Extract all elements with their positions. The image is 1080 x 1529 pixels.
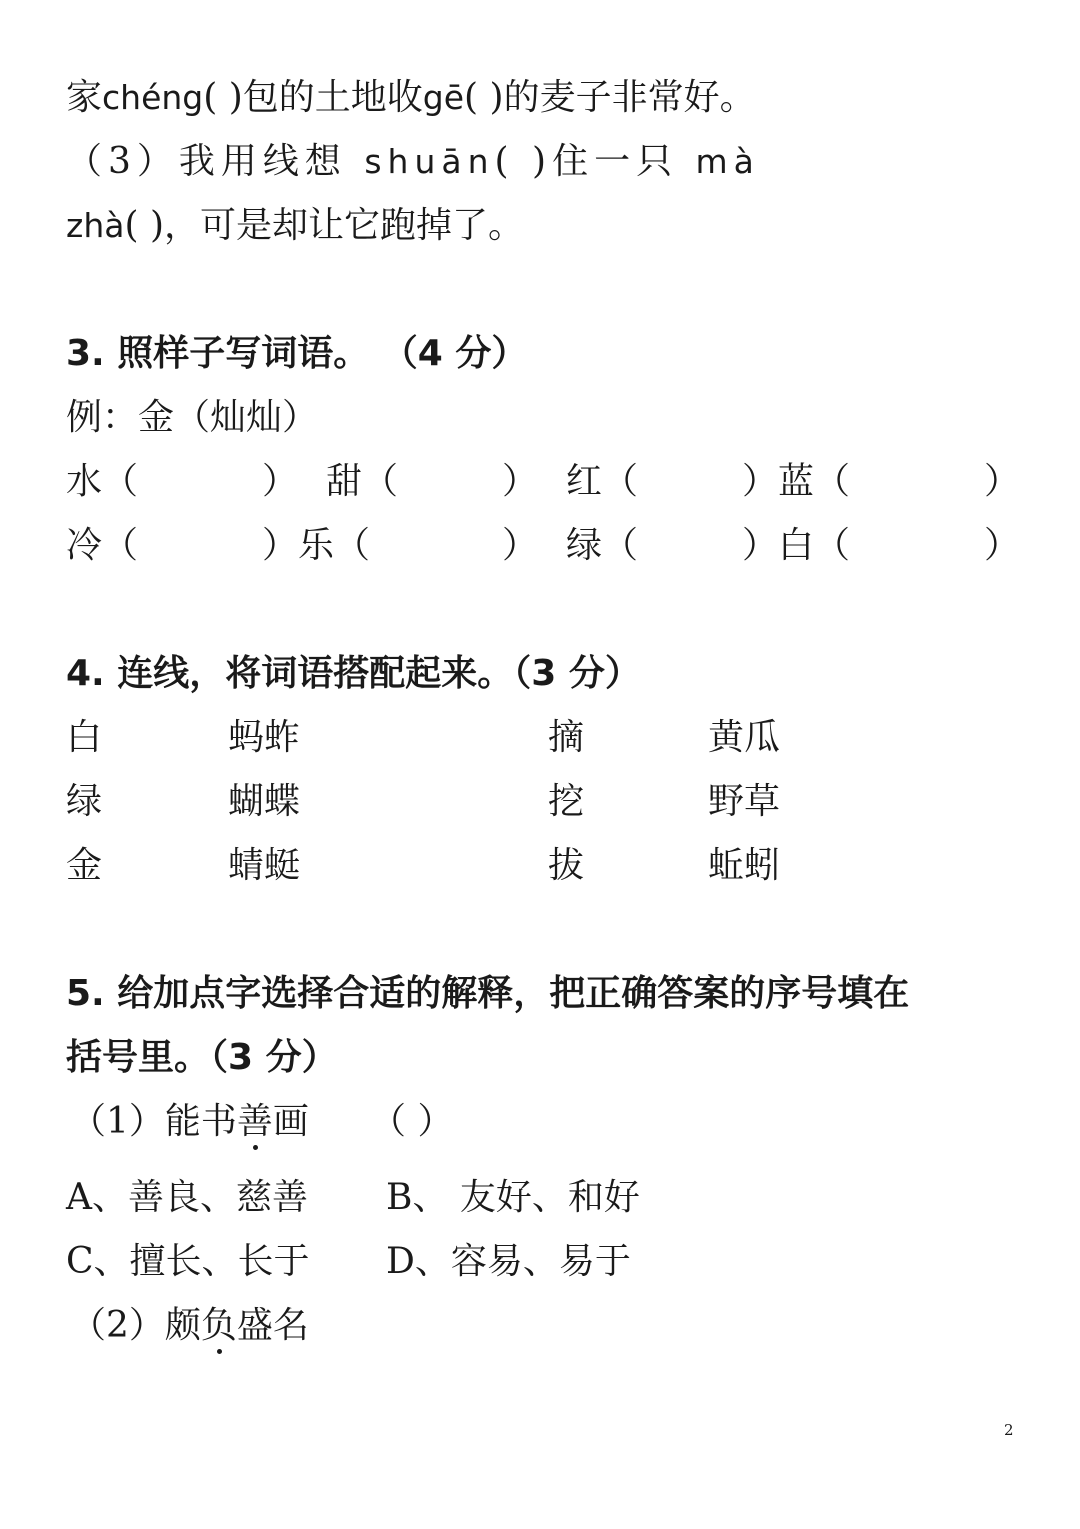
q2-line-2-text-b: ( )住一只 <box>494 141 696 182</box>
q2-line-3 <box>66 205 525 246</box>
q4-col4-item: 野草 <box>708 781 781 822</box>
q2-line-1-text-b: ( )包的土地收 <box>203 77 423 118</box>
q5-option-b: B、 友好、和好 <box>386 1177 640 1218</box>
q4-col2-item: 蝴蝶 <box>228 781 301 822</box>
q2-pinyin-ge: gē <box>422 78 465 117</box>
q4-col1-item: 绿 <box>66 781 103 822</box>
q2-line-3-text-b: ( )，可是却让它跑掉了。 <box>124 205 525 246</box>
q5-sub1-suffix: 画 <box>272 1101 309 1142</box>
q2-pinyin-cheng: chéng <box>102 78 204 117</box>
q5-title-line-1: 5. 给加点字选择合适的解释，把正确答案的序号填在 <box>66 973 910 1014</box>
q5-title-line-2: 括号里。（3 分） <box>66 1037 338 1078</box>
q3-row2-cell: ）乐（ <box>262 525 371 566</box>
q3-row1-cell: 水（ <box>66 461 139 502</box>
q5-sub2 <box>70 1305 309 1346</box>
q4-col3-item: 挖 <box>548 781 585 822</box>
q4-col2-item: 蚂蚱 <box>228 717 301 758</box>
q3-title: 3. 照样子写词语。 （4 分） <box>66 333 528 374</box>
q4-col1-item: 白 <box>66 717 103 758</box>
q2-line-2 <box>66 141 760 182</box>
q3-row2-cell: 冷（ <box>66 525 139 566</box>
q3-row1-cell: ） <box>984 461 1021 502</box>
q2-pinyin-ma: mà <box>695 142 760 181</box>
q3-row1-cell: ）蓝（ <box>742 461 851 502</box>
page-number: 2 <box>1004 1421 1014 1439</box>
q4-col3-item: 拔 <box>548 845 585 886</box>
q5-sub2-prefix: （2）颇 <box>70 1305 201 1346</box>
q3-row2-cell: ）白（ <box>742 525 851 566</box>
q2-pinyin-shuan: shuān <box>364 142 495 181</box>
q5-sub1-answer-blank[interactable]: （ ） <box>370 1101 454 1142</box>
q3-row1-cell: 红（ <box>566 461 639 502</box>
q3-row1-cell: ） <box>262 461 299 502</box>
q5-option-a: A、善良、慈善 <box>66 1177 308 1218</box>
q5-option-d: D、容易、易于 <box>386 1241 631 1282</box>
q2-line-1-text-a: 家 <box>66 77 103 118</box>
q5-sub2-dotted-char: 负 <box>200 1305 237 1346</box>
q4-col2-item: 蜻蜓 <box>228 845 301 886</box>
q5-sub1-prefix: （1）能书 <box>70 1101 237 1142</box>
q4-col3-item: 摘 <box>548 717 585 758</box>
q3-row1-cell: 甜（ <box>326 461 399 502</box>
q2-line-1 <box>66 77 756 118</box>
q2-pinyin-zha: zhà <box>66 206 125 245</box>
q5-sub1-dotted-char: 善 <box>236 1101 273 1142</box>
q3-row2-cell: ） <box>984 525 1021 566</box>
q5-sub2-suffix: 盛名 <box>236 1305 309 1346</box>
q4-col4-item: 蚯蚓 <box>708 845 781 886</box>
q5-option-c: C、擅长、长于 <box>66 1241 310 1282</box>
q2-line-1-text-c: ( )的麦子非常好。 <box>464 77 756 118</box>
q4-col1-item: 金 <box>66 845 103 886</box>
q3-example: 例：金（灿灿） <box>66 397 319 438</box>
q3-row1-cell: ） <box>502 461 539 502</box>
q3-row2-cell: 绿（ <box>566 525 639 566</box>
q2-line-2-text-a: （3）我用线想 <box>66 141 365 182</box>
q4-col4-item: 黄瓜 <box>708 717 781 758</box>
q5-sub1 <box>70 1101 309 1142</box>
q3-row2-cell: ） <box>502 525 539 566</box>
q4-title: 4. 连线，将词语搭配起来。（3 分） <box>66 653 641 694</box>
